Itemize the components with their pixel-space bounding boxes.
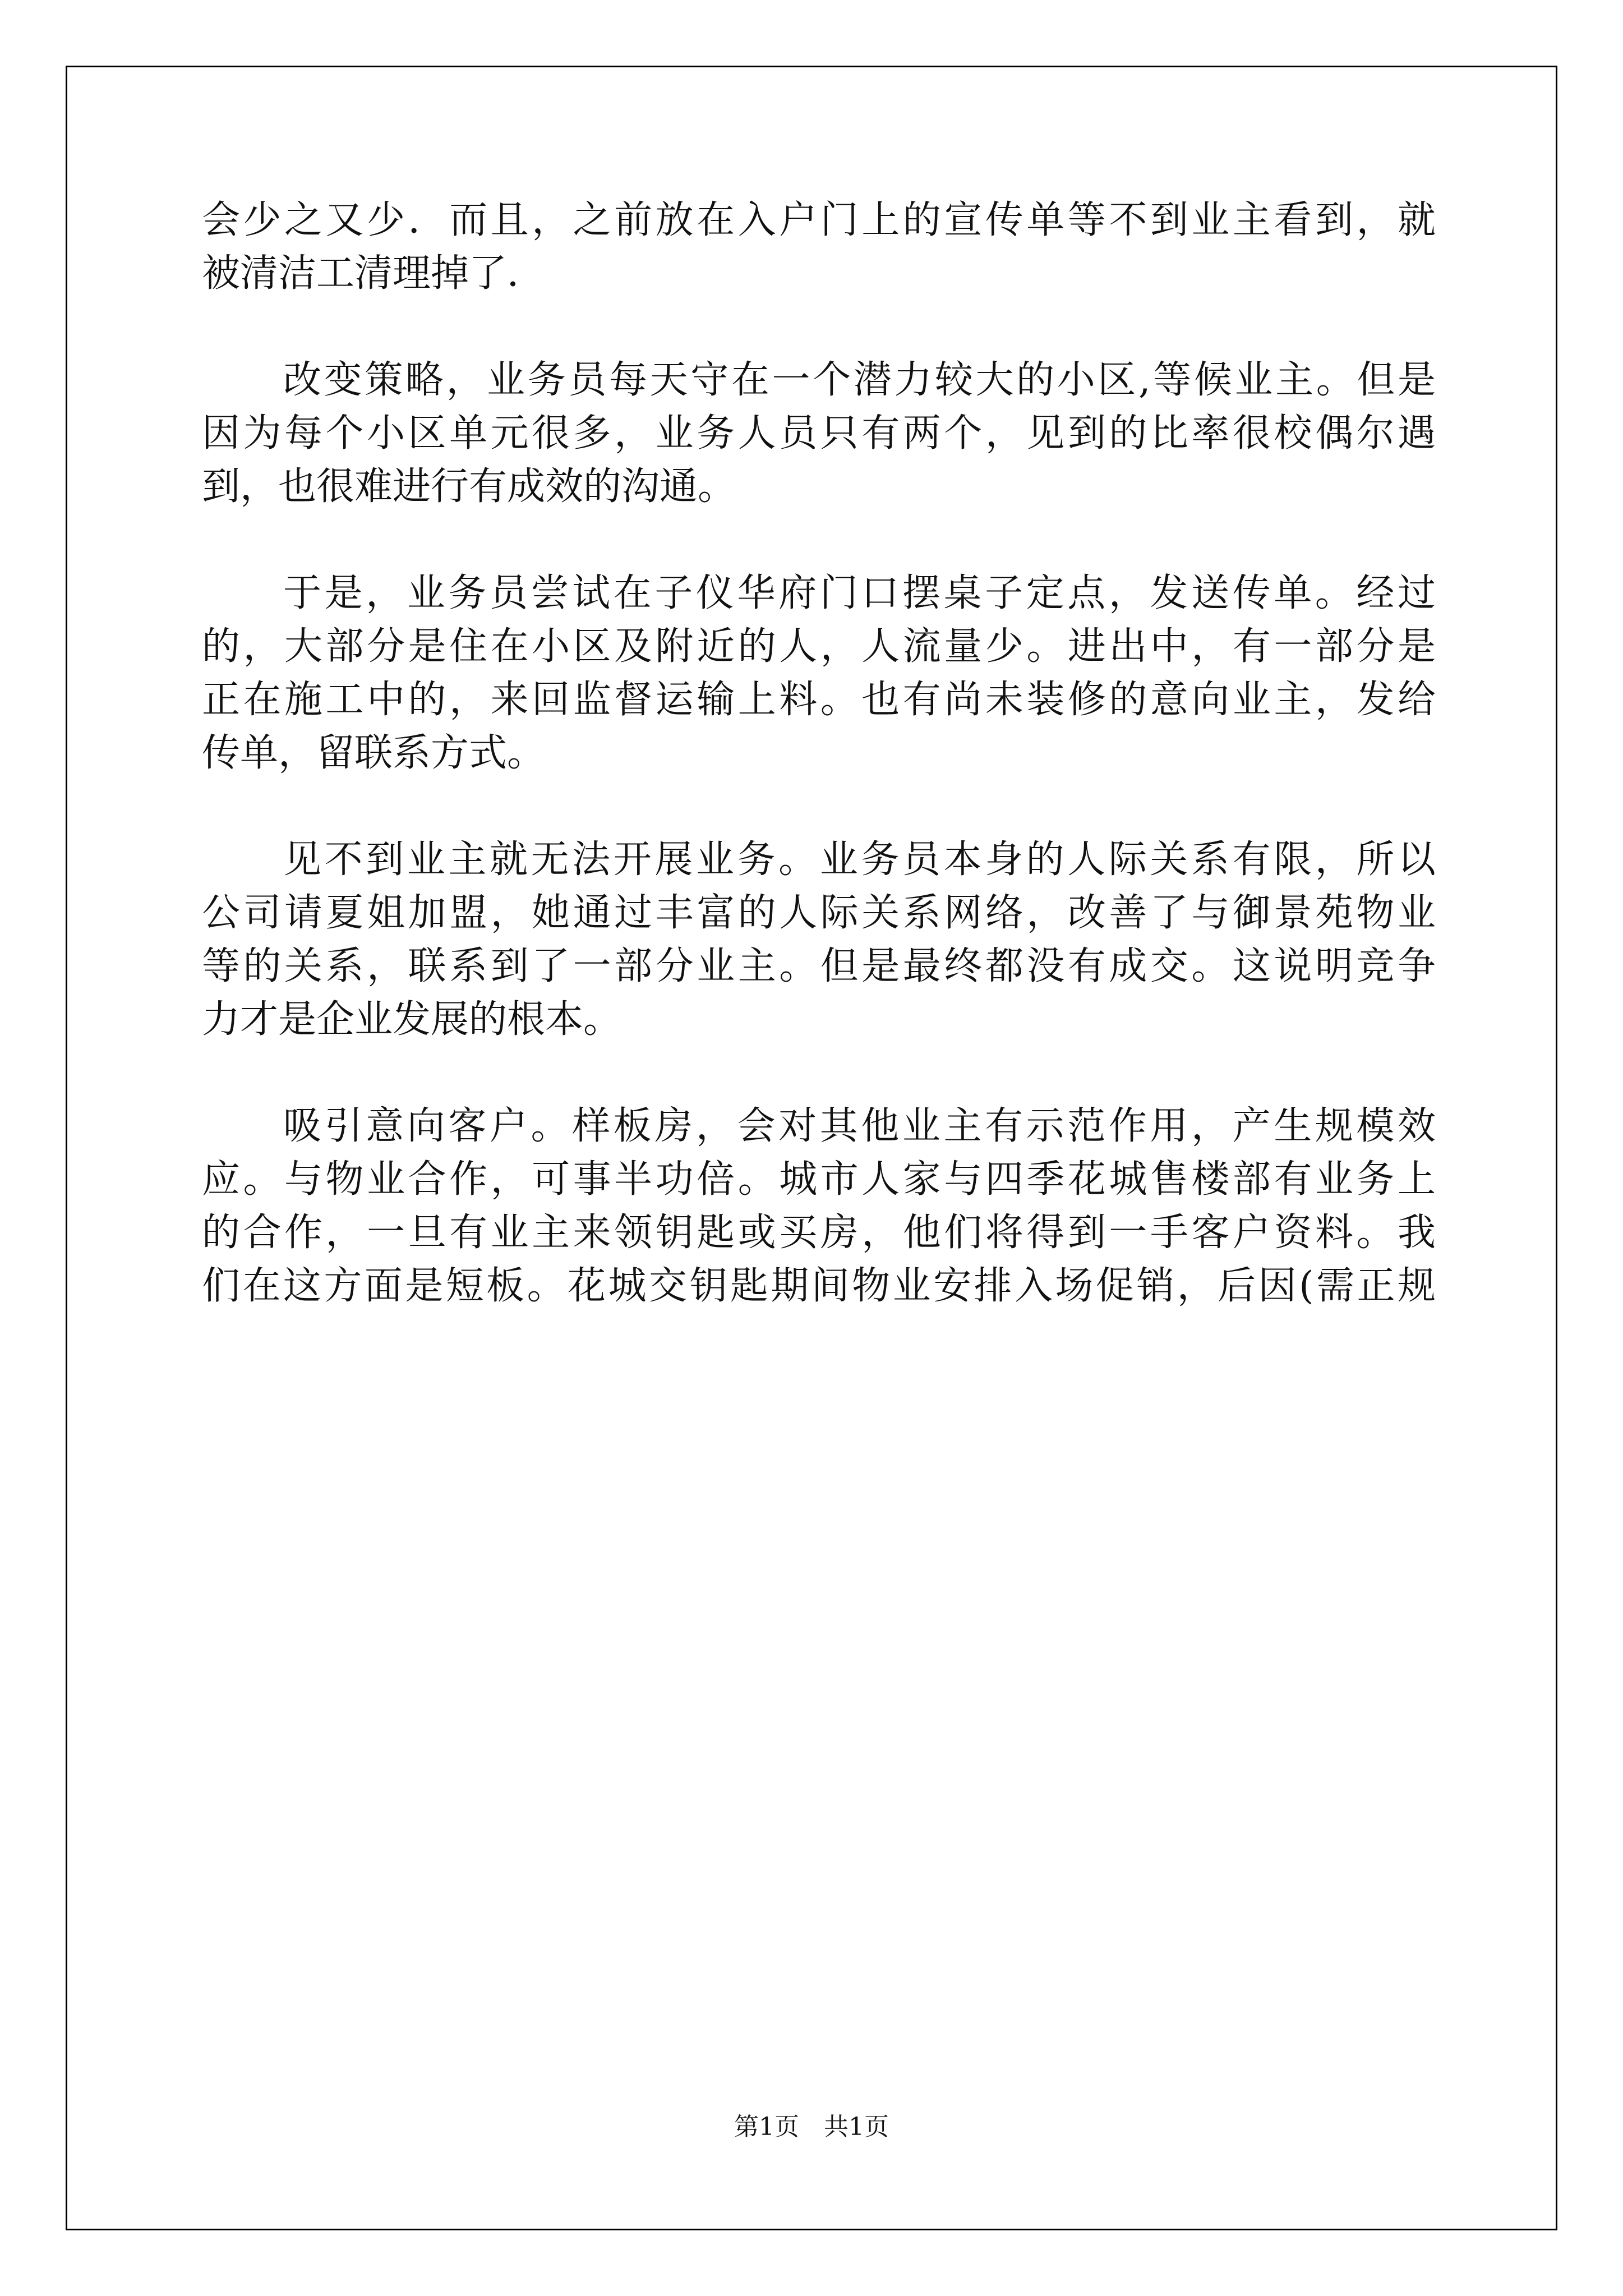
paragraph: [202, 1099, 1436, 1313]
text-line: 公司请夏姐加盟，她通过丰富的人际关系网络，改善了与御景苑物业: [202, 891, 1436, 935]
text-line: 改变策略，业务员每天守在一个潜力较大的小区,等候业主。但是: [283, 358, 1436, 402]
page-number-footer: 第1页 共1页: [734, 2113, 889, 2141]
text-line: 于是，业务员尝试在子仪华府门口摆桌子定点，发送传单。经过: [283, 571, 1436, 615]
paragraph: [202, 833, 1436, 1046]
document-body: [202, 194, 1436, 1313]
text-line: 到，也很难进行有成效的沟通。: [202, 464, 736, 509]
text-line: 因为每个小区单元很多，业务人员只有两个，见到的比率很校偶尔遇: [202, 411, 1436, 455]
text-line: 被清洁工清理掉了．: [202, 251, 546, 296]
paragraph: [202, 194, 1436, 300]
text-line: 见不到业主就无法开展业务。业务员本身的人际关系有限，所以: [283, 838, 1436, 882]
text-line: 力才是企业发展的根本。: [202, 997, 622, 1042]
paragraph: [202, 353, 1436, 513]
text-line: 会少之又少．而且，之前放在入户门上的宣传单等不到业主看到，就: [202, 198, 1436, 242]
text-line: 等的关系，联系到了一部分业主。但是最终都没有成交。这说明竞争: [202, 944, 1436, 988]
text-line: 吸引意向客户。样板房，会对其他业主有示范作用，产生规模效: [283, 1104, 1436, 1148]
paragraph: [202, 567, 1436, 780]
text-line: 传单，留联系方式。: [202, 731, 546, 775]
text-line: 正在施工中的，来回监督运输上料。也有尚未装修的意向业主，发给: [202, 678, 1436, 722]
text-line: 们在这方面是短板。花城交钥匙期间物业安排入场促销，后因(需正规: [202, 1264, 1436, 1308]
text-line: 的合作，一旦有业主来领钥匙或买房，他们将得到一手客户资料。我: [202, 1211, 1436, 1255]
text-line: 应。与物业合作，可事半功倍。城市人家与四季花城售楼部有业务上: [202, 1157, 1436, 1202]
text-line: 的，大部分是住在小区及附近的人，人流量少。进出中，有一部分是: [202, 624, 1436, 669]
